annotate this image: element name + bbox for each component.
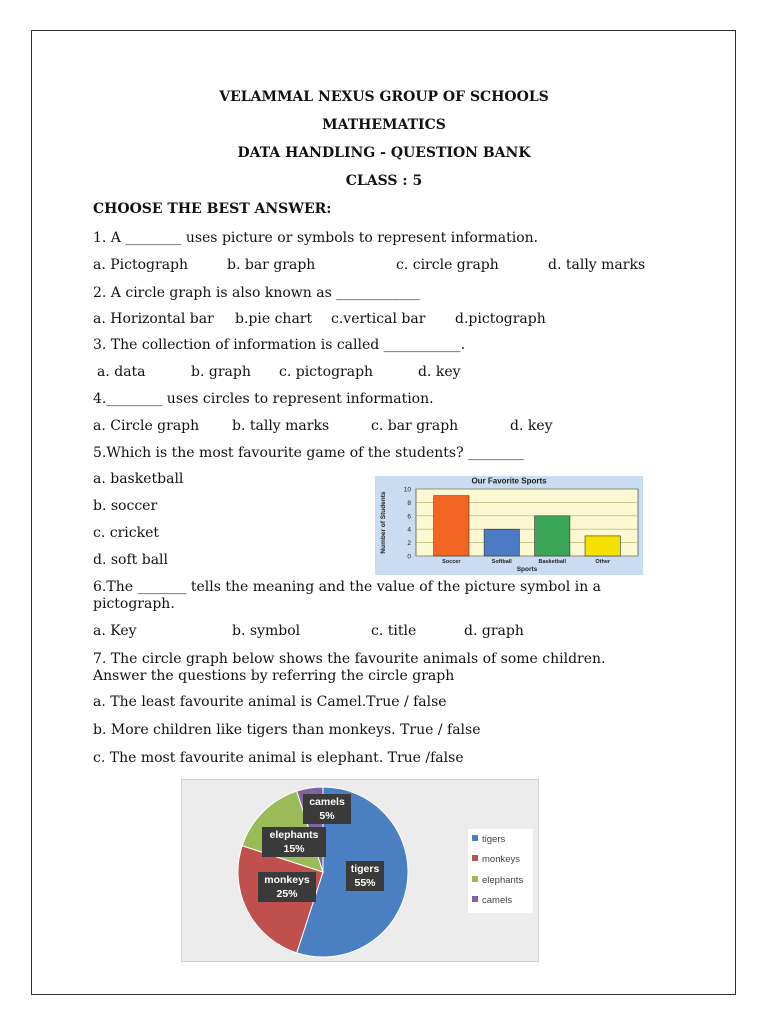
legend-label-elephants: elephants [482, 875, 524, 886]
bar-ytick-6: 6 [407, 513, 411, 521]
question-4: 4.________ uses circles to represent information. [93, 391, 434, 407]
q5-option-a: a. basketball [93, 471, 184, 487]
q4-option-a: a. Circle graph [93, 418, 200, 434]
legend-label-camels: camels [482, 895, 513, 906]
q2-option-a: a. Horizontal bar [93, 311, 214, 327]
q4-option-d: d. key [510, 418, 553, 434]
bar-xtick-basketball: Basketball [538, 559, 566, 565]
question-5: 5.Which is the most favourite game of the students? ________ [93, 445, 525, 461]
bar-y-axis-label: Number of Students [380, 491, 387, 554]
question-6-line-1: 6.The _______ tells the meaning and the value of the picture symbol in a [93, 579, 602, 595]
bar-other [585, 536, 620, 556]
q5-option-d: d. soft ball [93, 552, 168, 568]
pie-label-elephants-pct: 15% [283, 843, 305, 855]
q2-option-d: d.pictograph [455, 311, 546, 327]
q6-option-a: a. Key [93, 623, 137, 639]
subject-title: MATHEMATICS [322, 117, 446, 133]
question-7-line-1: 7. The circle graph below shows the favourite animals of some children. [93, 651, 606, 667]
animals-pie-chart [181, 779, 539, 962]
bar-xtick-other: Other [595, 559, 611, 565]
question-6-line-2: pictograph. [93, 596, 175, 612]
q5-option-c: c. cricket [93, 525, 159, 541]
pie-label-monkeys-name: monkeys [264, 874, 310, 886]
pie-label-camels-name: camels [309, 796, 345, 808]
q7-statement-c: c. The most favourite animal is elephant. True /false [93, 750, 464, 766]
legend-label-tigers: tigers [482, 834, 506, 845]
legend-item-elephants [472, 875, 523, 887]
q1-option-c: c. circle graph [396, 257, 499, 273]
topic-title: DATA HANDLING - QUESTION BANK [237, 145, 531, 161]
school-title: VELAMMAL NEXUS GROUP OF SCHOOLS [219, 89, 549, 105]
bar-ytick-2: 2 [407, 540, 411, 548]
question-1: 1. A ________ uses picture or symbols to represent information. [93, 230, 539, 246]
legend-swatch-elephants [472, 876, 478, 882]
bar-xtick-softball: Softball [491, 559, 512, 565]
q2-option-c: c.vertical bar [331, 311, 426, 327]
bar-basketball [535, 516, 570, 556]
question-3: 3. The collection of information is called ___________. [93, 337, 466, 353]
pie-label-elephants-name: elephants [269, 829, 319, 841]
q4-option-b: b. tally marks [232, 418, 330, 434]
legend-item-camels [472, 895, 512, 907]
legend-swatch-camels [472, 896, 478, 902]
bar-chart-title: Our Favorite Sports [471, 476, 547, 486]
q5-option-b: b. soccer [93, 498, 158, 514]
pie-label-tigers-name: tigers [350, 863, 380, 875]
q6-option-c: c. title [371, 623, 417, 639]
pie-label-camels [303, 794, 351, 824]
q3-option-c: c. pictograph [279, 364, 374, 380]
legend-item-tigers [472, 834, 505, 846]
bar-ytick-4: 4 [407, 526, 411, 534]
bar-ytick-10: 10 [403, 486, 411, 494]
q1-option-a: a. Pictograph [93, 257, 189, 273]
pie-label-tigers-pct: 55% [354, 877, 376, 889]
q6-option-d: d. graph [464, 623, 524, 639]
section-title: CHOOSE THE BEST ANSWER: [93, 201, 332, 217]
q2-option-b: b.pie chart [235, 311, 313, 327]
q6-option-b: b. symbol [232, 623, 301, 639]
q3-option-d: d. key [418, 364, 461, 380]
q7-statement-a: a. The least favourite animal is Camel.True / false [93, 694, 447, 710]
legend-label-monkeys: monkeys [482, 854, 521, 865]
legend-swatch-monkeys [472, 855, 478, 861]
legend-item-monkeys [472, 854, 520, 866]
pie-label-monkeys-pct: 25% [276, 888, 298, 900]
bar-x-axis-label: Sports [516, 566, 538, 573]
sports-bar-chart [375, 476, 643, 575]
question-7-line-2: Answer the questions by referring the circle graph [93, 668, 455, 684]
bar-soccer [434, 496, 469, 556]
bar-xtick-soccer: Soccer [442, 559, 461, 565]
legend-swatch-tigers [472, 835, 478, 841]
sports-bar-chart-svg [375, 476, 643, 575]
q3-option-a: a. data [97, 364, 146, 380]
q7-statement-b: b. More children like tigers than monkeys. True / false [93, 722, 481, 738]
question-2: 2. A circle graph is also known as ____________ [93, 285, 421, 301]
q1-option-d: d. tally marks [548, 257, 646, 273]
bar-ytick-0: 0 [407, 553, 411, 561]
pie-label-camels-pct: 5% [319, 810, 335, 822]
pie-label-monkeys [258, 872, 316, 902]
q3-option-b: b. graph [191, 364, 251, 380]
pie-legend [468, 829, 533, 913]
pie-label-elephants [262, 827, 326, 857]
q4-option-c: c. bar graph [371, 418, 459, 434]
bar-ytick-8: 8 [407, 499, 411, 507]
class-title: CLASS : 5 [345, 173, 423, 189]
pie-label-tigers [346, 861, 384, 891]
q1-option-b: b. bar graph [227, 257, 316, 273]
bar-softball [484, 529, 519, 556]
